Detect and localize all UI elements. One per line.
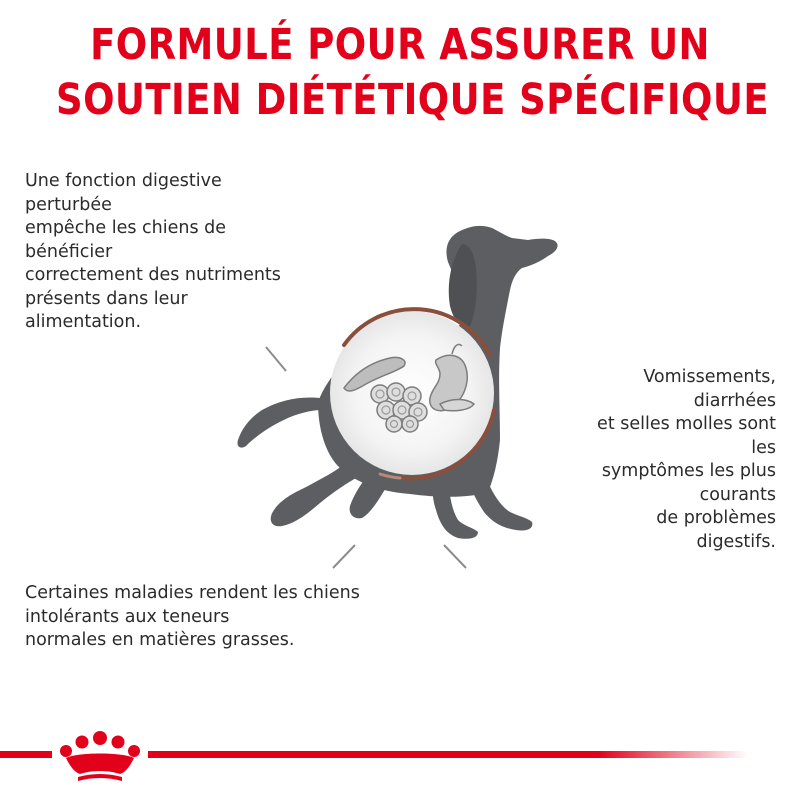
callout-line: perturbée <box>25 194 112 215</box>
title-line-1: FORMULÉ POUR ASSURER UN <box>90 20 710 70</box>
callout-line: de problèmes <box>656 508 776 528</box>
callout-line: les <box>751 437 776 458</box>
title-line-2: SOUTIEN DIÉTÉTIQUE SPÉCIFIQUE <box>56 75 770 125</box>
callout-line: alimentation. <box>25 312 142 332</box>
callout-line: courants <box>699 484 776 505</box>
callout-bottom-left <box>25 582 360 653</box>
callout-line: intolérants aux teneurs <box>25 606 230 627</box>
callout-line: correctement des nutriments <box>25 265 281 285</box>
callout-line: et selles molles sont <box>597 414 776 434</box>
callout-line: bénéficier <box>25 241 113 262</box>
callout-line: Une fonction digestive <box>25 171 222 191</box>
crown-logo-icon <box>60 731 140 781</box>
callout-line: Vomissements, <box>643 367 776 387</box>
callout-right <box>597 366 776 554</box>
callout-line: normales en matières grasses. <box>25 630 295 650</box>
callout-top-left <box>25 170 281 335</box>
leader-line-top-left <box>25 347 286 371</box>
callout-line: empêche les chiens de <box>25 218 227 238</box>
callout-line: symptômes les plus <box>601 461 776 481</box>
callout-line: Certaines maladies rendent les chiens <box>25 583 360 603</box>
callout-line: digestifs. <box>696 531 776 552</box>
leader-line-bottom-left <box>25 545 355 568</box>
callout-line: diarrhées <box>693 390 776 411</box>
callout-line: présents dans leur <box>25 288 188 309</box>
